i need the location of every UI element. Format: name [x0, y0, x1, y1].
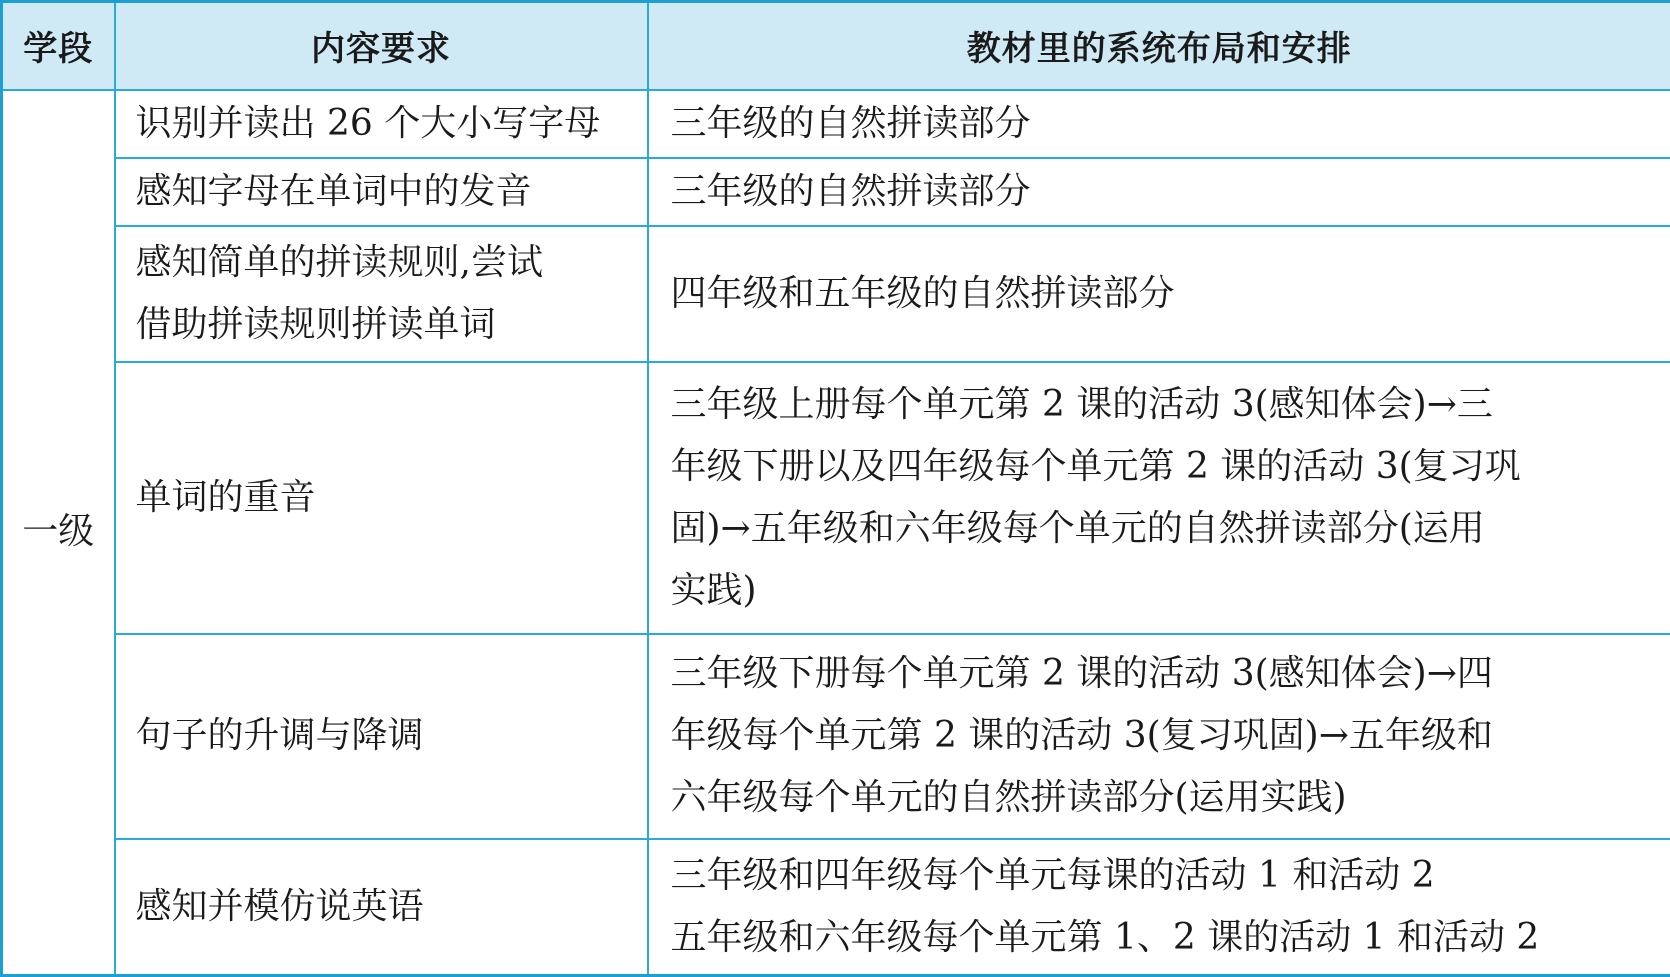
header-row: [2, 2, 1670, 90]
arrangement-line: 年级下册以及四年级每个单元第 2 课的活动 3(复习巩: [671, 436, 1657, 498]
table-row: [2, 839, 1670, 976]
arrangement-line: 三年级的自然拼读部分: [671, 161, 1657, 223]
table-row: [2, 634, 1670, 839]
arrangement-line: 五年级和六年级每个单元第 1、2 课的活动 1 和活动 2: [671, 907, 1657, 969]
arrangement-cell: [648, 839, 1670, 976]
header-textbook-arrangement: 教材里的系统布局和安排: [648, 2, 1670, 90]
table-row: [2, 362, 1670, 634]
arrangement-line: 六年级每个单元的自然拼读部分(运用实践): [671, 767, 1657, 829]
stage-cell: 一级: [2, 90, 115, 976]
content-line: 识别并读出 26 个大小写字母: [136, 93, 635, 155]
header-content-requirement: 内容要求: [115, 2, 648, 90]
arrangement-cell: [648, 634, 1670, 839]
content-cell: [115, 90, 648, 158]
arrangement-line: 实践): [671, 560, 1657, 622]
arrangement-cell: [648, 90, 1670, 158]
table-row: [2, 90, 1670, 158]
content-line: 借助拼读规则拼读单词: [136, 294, 635, 356]
content-cell: [115, 634, 648, 839]
arrangement-line: 三年级上册每个单元第 2 课的活动 3(感知体会)→三: [671, 374, 1657, 436]
arrangement-line: 年级每个单元第 2 课的活动 3(复习巩固)→五年级和: [671, 705, 1657, 767]
arrangement-cell: [648, 158, 1670, 226]
content-cell: [115, 158, 648, 226]
arrangement-line: 四年级和五年级的自然拼读部分: [671, 263, 1657, 325]
content-line: 感知简单的拼读规则,尝试: [136, 232, 635, 294]
content-line: 句子的升调与降调: [136, 705, 635, 767]
content-cell: [115, 839, 648, 976]
arrangement-line: 固)→五年级和六年级每个单元的自然拼读部分(运用: [671, 498, 1657, 560]
arrangement-line: 三年级和四年级每个单元每课的活动 1 和活动 2: [671, 845, 1657, 907]
content-cell: [115, 362, 648, 634]
table-row: [2, 158, 1670, 226]
table-row: [2, 226, 1670, 362]
header-stage: 学段: [2, 2, 115, 90]
arrangement-line: 三年级的自然拼读部分: [671, 93, 1657, 155]
content-cell: [115, 226, 648, 362]
arrangement-line: 三年级下册每个单元第 2 课的活动 3(感知体会)→四: [671, 643, 1657, 705]
content-line: 感知字母在单词中的发音: [136, 161, 635, 223]
content-line: 单词的重音: [136, 467, 635, 529]
content-line: 感知并模仿说英语: [136, 876, 635, 938]
arrangement-cell: [648, 362, 1670, 634]
arrangement-cell: [648, 226, 1670, 362]
